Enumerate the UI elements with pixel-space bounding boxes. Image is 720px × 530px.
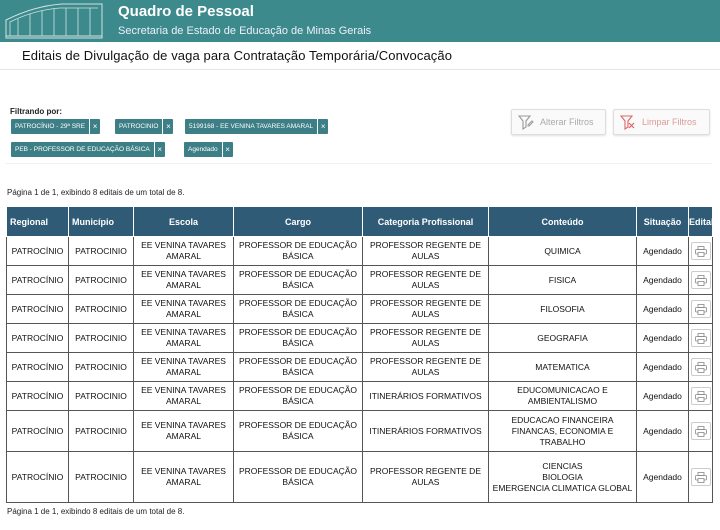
cell-regional: PATROCÍNIO <box>7 411 69 452</box>
cell-situacao: Agendado <box>637 411 689 452</box>
cell-situacao: Agendado <box>637 324 689 353</box>
table-row <box>7 324 713 353</box>
filters-label: Filtrando por: <box>10 107 62 116</box>
cell-situacao: Agendado <box>637 295 689 324</box>
cell-cargo: PROFESSOR DE EDUCAÇÃO BÁSICA <box>234 324 363 353</box>
table-row <box>7 452 713 503</box>
cell-regional: PATROCÍNIO <box>7 295 69 324</box>
printer-icon <box>695 275 707 286</box>
filter-chip-label: 5199168 - EE VENINA TAVARES AMARAL <box>189 123 314 130</box>
column-header-municipio[interactable]: Município <box>69 207 134 237</box>
printer-icon <box>695 333 707 344</box>
cell-categoria: PROFESSOR REGENTE DE AULAS <box>363 295 489 324</box>
pagination-info-top: Página 1 de 1, exibindo 8 editais de um total de 8. <box>7 188 185 197</box>
editais-table <box>6 206 713 503</box>
filter-chip-cargo <box>11 142 165 157</box>
cell-categoria: PROFESSOR REGENTE DE AULAS <box>363 266 489 295</box>
filter-clear-icon <box>620 114 636 130</box>
table-body <box>7 237 713 503</box>
remove-filter-icon[interactable]: × <box>154 142 165 157</box>
column-header-cargo[interactable]: Cargo <box>234 207 363 237</box>
cell-cargo: PROFESSOR DE EDUCAÇÃO BÁSICA <box>234 411 363 452</box>
cell-cargo: PROFESSOR DE EDUCAÇÃO BÁSICA <box>234 452 363 503</box>
alter-filters-button[interactable] <box>511 109 606 135</box>
cell-escola: EE VENINA TAVARES AMARAL <box>134 452 234 503</box>
filter-chip-label: PATROCINIO <box>119 123 159 130</box>
cell-conteudo: FILOSOFIA <box>489 295 637 324</box>
column-header-escola[interactable]: Escola <box>134 207 234 237</box>
print-edital-button[interactable] <box>691 358 711 376</box>
cell-municipio: PATROCINIO <box>69 266 134 295</box>
cell-conteudo: MATEMATICA <box>489 353 637 382</box>
cell-cargo: PROFESSOR DE EDUCAÇÃO BÁSICA <box>234 237 363 266</box>
print-edital-button[interactable] <box>691 271 711 289</box>
column-header-conteudo[interactable]: Conteúdo <box>489 207 637 237</box>
cell-situacao: Agendado <box>637 266 689 295</box>
remove-filter-icon[interactable]: × <box>222 142 233 157</box>
cell-edital <box>689 452 713 503</box>
print-edital-button[interactable] <box>691 387 711 405</box>
filter-chip-situacao <box>184 142 233 157</box>
alter-filters-label: Alterar Filtros <box>540 117 594 127</box>
table-row <box>7 353 713 382</box>
cell-escola: EE VENINA TAVARES AMARAL <box>134 382 234 411</box>
cell-edital <box>689 237 713 266</box>
filter-chip-label: PEB - PROFESSOR DE EDUCAÇÃO BÁSICA <box>15 146 150 153</box>
printer-icon <box>695 472 707 483</box>
cell-conteudo: EDUCACAO FINANCEIRA FINANCAS, ECONOMIA E TRABALHO <box>489 411 637 452</box>
cell-edital <box>689 324 713 353</box>
cell-categoria: PROFESSOR REGENTE DE AULAS <box>363 353 489 382</box>
column-header-regional[interactable]: Regional <box>7 207 69 237</box>
table-row <box>7 411 713 452</box>
filter-edit-icon <box>518 114 534 130</box>
print-edital-button[interactable] <box>691 468 711 486</box>
cell-escola: EE VENINA TAVARES AMARAL <box>134 266 234 295</box>
remove-filter-icon[interactable]: × <box>162 119 173 134</box>
print-edital-button[interactable] <box>691 422 711 440</box>
column-header-categoria[interactable]: Categoria Profissional <box>363 207 489 237</box>
clear-filters-label: Limpar Filtros <box>642 117 697 127</box>
printer-icon <box>695 362 707 373</box>
table-header-row <box>7 207 713 237</box>
print-edital-button[interactable] <box>691 242 711 260</box>
cell-situacao: Agendado <box>637 237 689 266</box>
cell-categoria: ITINERÁRIOS FORMATIVOS <box>363 411 489 452</box>
filter-chip-label: Agendado <box>188 146 218 153</box>
app-subtitle: Secretaria de Estado de Educação de Minas Gerais <box>118 25 372 37</box>
remove-filter-icon[interactable]: × <box>317 119 328 134</box>
app-title: Quadro de Pessoal <box>118 3 254 20</box>
printer-icon <box>695 304 707 315</box>
cell-regional: PATROCÍNIO <box>7 237 69 266</box>
table-row <box>7 382 713 411</box>
cell-municipio: PATROCINIO <box>69 324 134 353</box>
cell-regional: PATROCÍNIO <box>7 266 69 295</box>
printer-icon <box>695 426 707 437</box>
divider <box>6 163 712 164</box>
column-header-situacao[interactable]: Situação <box>637 207 689 237</box>
filter-chip-municipio <box>115 119 173 134</box>
cell-municipio: PATROCINIO <box>69 382 134 411</box>
remove-filter-icon[interactable]: × <box>89 119 100 134</box>
cell-regional: PATROCÍNIO <box>7 452 69 503</box>
pagination-info-bottom: Página 1 de 1, exibindo 8 editais de um total de 8. <box>7 507 185 516</box>
cell-regional: PATROCÍNIO <box>7 324 69 353</box>
cell-municipio: PATROCINIO <box>69 452 134 503</box>
top-bar <box>0 0 720 42</box>
cell-categoria: PROFESSOR REGENTE DE AULAS <box>363 237 489 266</box>
cell-escola: EE VENINA TAVARES AMARAL <box>134 295 234 324</box>
cell-edital <box>689 353 713 382</box>
table-row <box>7 295 713 324</box>
cell-situacao: Agendado <box>637 382 689 411</box>
cell-cargo: PROFESSOR DE EDUCAÇÃO BÁSICA <box>234 353 363 382</box>
column-header-edital[interactable]: Edital <box>689 207 713 237</box>
cell-municipio: PATROCINIO <box>69 295 134 324</box>
cell-municipio: PATROCINIO <box>69 353 134 382</box>
cell-municipio: PATROCINIO <box>69 237 134 266</box>
cell-situacao: Agendado <box>637 353 689 382</box>
page-title: Editais de Divulgação de vaga para Contratação Temporária/Convocação <box>22 48 453 63</box>
print-edital-button[interactable] <box>691 329 711 347</box>
filter-chip-escola <box>185 119 328 134</box>
print-edital-button[interactable] <box>691 300 711 318</box>
cell-categoria: PROFESSOR REGENTE DE AULAS <box>363 452 489 503</box>
clear-filters-button[interactable] <box>613 109 710 135</box>
filter-chip-regional <box>11 119 100 134</box>
cell-escola: EE VENINA TAVARES AMARAL <box>134 411 234 452</box>
cell-escola: EE VENINA TAVARES AMARAL <box>134 237 234 266</box>
cell-edital <box>689 411 713 452</box>
cell-conteudo: GEOGRAFIA <box>489 324 637 353</box>
cell-regional: PATROCÍNIO <box>7 353 69 382</box>
cell-categoria: ITINERÁRIOS FORMATIVOS <box>363 382 489 411</box>
cell-conteudo: QUIMICA <box>489 237 637 266</box>
cell-conteudo: EDUCOMUNICACAO E AMBIENTALISMO <box>489 382 637 411</box>
table-row <box>7 237 713 266</box>
printer-icon <box>695 246 707 257</box>
cell-municipio: PATROCINIO <box>69 411 134 452</box>
cell-edital <box>689 382 713 411</box>
cell-cargo: PROFESSOR DE EDUCAÇÃO BÁSICA <box>234 266 363 295</box>
printer-icon <box>695 391 707 402</box>
table-row <box>7 266 713 295</box>
cell-escola: EE VENINA TAVARES AMARAL <box>134 324 234 353</box>
cell-categoria: PROFESSOR REGENTE DE AULAS <box>363 324 489 353</box>
filter-chip-label: PATROCÍNIO - 29ª SRE <box>15 123 86 130</box>
cell-cargo: PROFESSOR DE EDUCAÇÃO BÁSICA <box>234 382 363 411</box>
cell-conteudo: FISICA <box>489 266 637 295</box>
cell-conteudo: CIENCIAS BIOLOGIA EMERGENCIA CLIMATICA GLOBAL <box>489 452 637 503</box>
cell-cargo: PROFESSOR DE EDUCAÇÃO BÁSICA <box>234 295 363 324</box>
building-logo-icon <box>4 2 104 40</box>
cell-situacao: Agendado <box>637 452 689 503</box>
page-header <box>0 42 720 70</box>
cell-edital <box>689 266 713 295</box>
cell-escola: EE VENINA TAVARES AMARAL <box>134 353 234 382</box>
cell-regional: PATROCÍNIO <box>7 382 69 411</box>
cell-edital <box>689 295 713 324</box>
